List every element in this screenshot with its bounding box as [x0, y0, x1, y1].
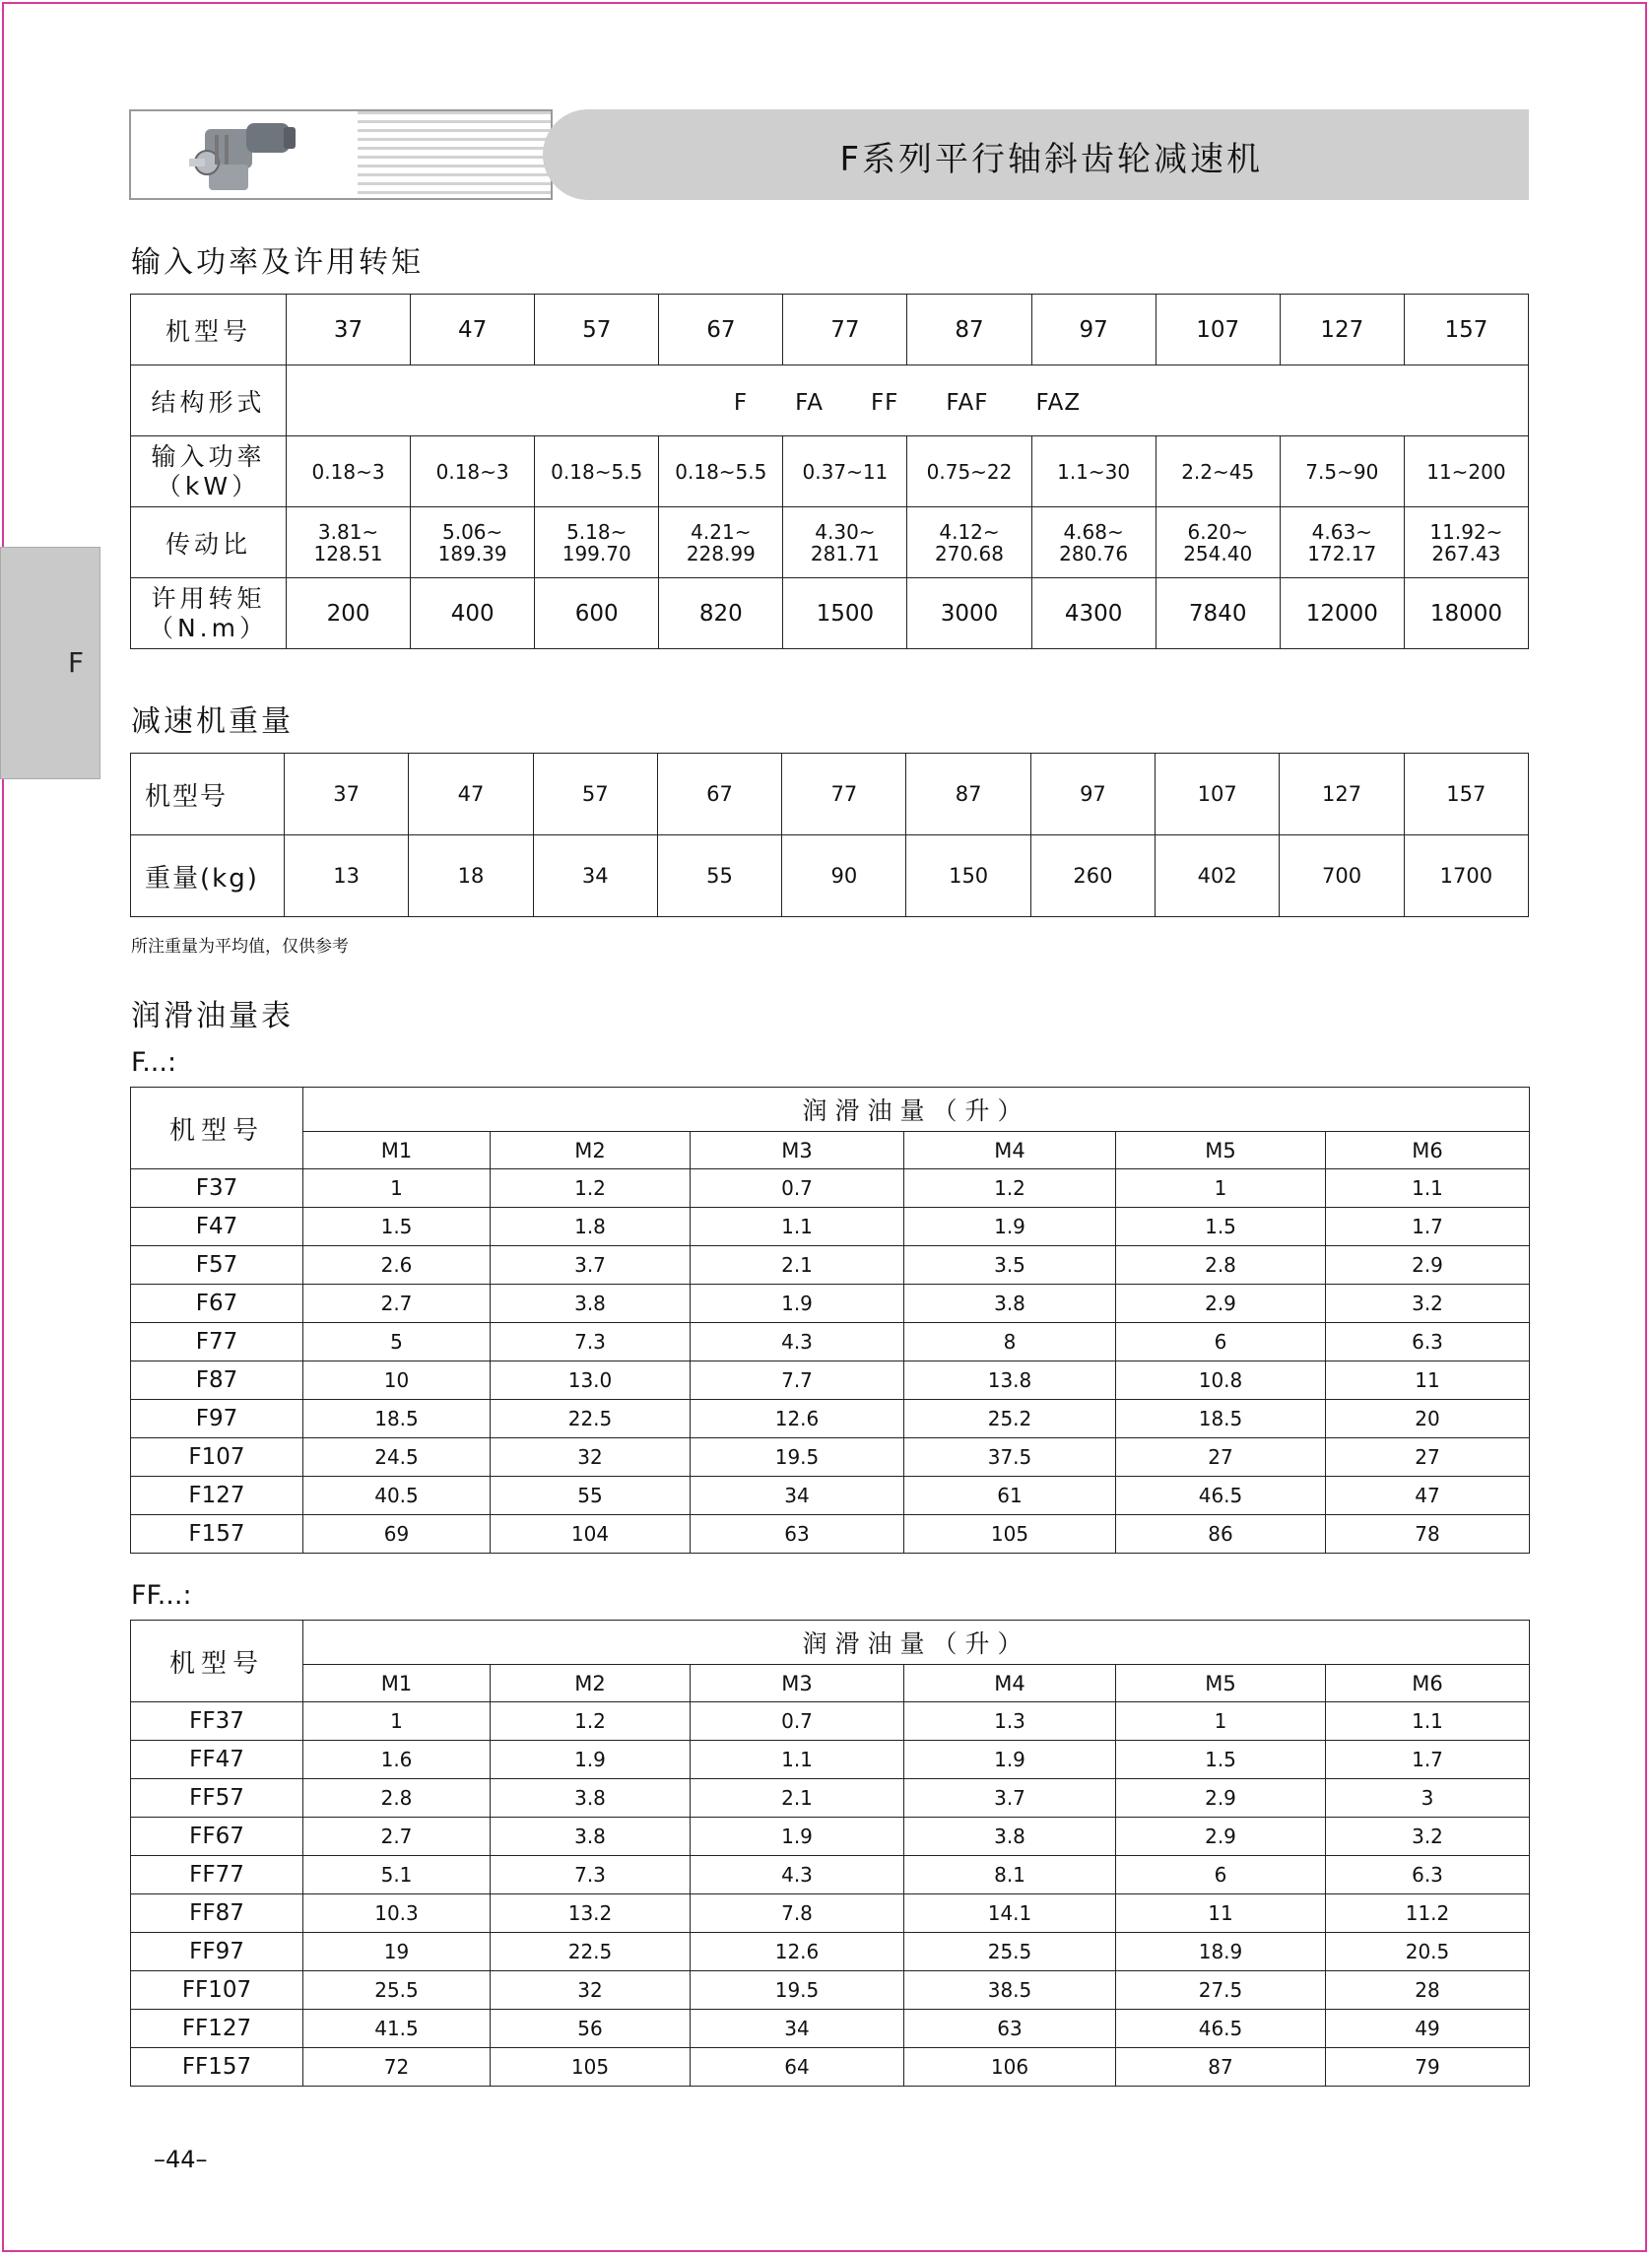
ratio-cell — [1031, 507, 1156, 578]
oil-volume-cell: 12.6 — [691, 1400, 904, 1438]
mounting-position-header: M4 — [904, 1665, 1116, 1702]
oil-volume-cell: 2.9 — [1116, 1779, 1326, 1818]
side-tab — [0, 547, 100, 779]
oil-volume-cell: 11 — [1116, 1894, 1326, 1933]
oil-volume-cell: 6.3 — [1326, 1856, 1530, 1894]
oil-volume-cell: 105 — [491, 2048, 691, 2087]
oil-volume-cell: 1.1 — [1326, 1169, 1530, 1208]
ratio-max: 254.40 — [1183, 541, 1253, 565]
ratio-max: 172.17 — [1307, 541, 1377, 565]
oil-volume-cell: 38.5 — [904, 1971, 1116, 2010]
power-cell: 0.75~22 — [907, 436, 1031, 507]
oil-volume-cell: 2.1 — [691, 1246, 904, 1285]
oil-volume-cell: 1.9 — [904, 1208, 1116, 1246]
model-cell: 157 — [1404, 754, 1528, 835]
oil-volume-cell: 34 — [691, 1477, 904, 1515]
weight-cell: 18 — [409, 835, 533, 917]
table-row — [131, 2010, 1530, 2048]
model-cell: 57 — [535, 295, 659, 365]
model-cell: F47 — [131, 1208, 303, 1246]
ratio-max: 199.70 — [562, 541, 631, 565]
oil-volume-cell: 3 — [1326, 1779, 1530, 1818]
oil-volume-cell: 1.2 — [491, 1702, 691, 1741]
weight-cell: 90 — [782, 835, 906, 917]
table-row — [131, 436, 1529, 507]
oil-volume-cell: 3.2 — [1326, 1285, 1530, 1323]
oil-volume-cell: 40.5 — [303, 1477, 491, 1515]
oil-volume-cell: 22.5 — [491, 1933, 691, 1971]
power-cell: 0.18~3 — [287, 436, 411, 507]
ratio-cell — [659, 507, 783, 578]
row-label-torque-line2: （N.m） — [148, 613, 268, 642]
ratio-max: 228.99 — [686, 541, 756, 565]
table-row — [131, 1477, 1530, 1515]
oil-volume-cell: 1.7 — [1326, 1208, 1530, 1246]
oil-volume-cell: 3.2 — [1326, 1818, 1530, 1856]
oil-volume-cell: 1.5 — [1116, 1208, 1326, 1246]
weight-cell: 1700 — [1404, 835, 1528, 917]
oil-volume-cell: 106 — [904, 2048, 1116, 2087]
model-cell: FF47 — [131, 1741, 303, 1779]
mounting-position-header: M4 — [904, 1132, 1116, 1169]
row-label-torque-line1: 许用转矩 — [151, 583, 266, 613]
power-cell: 0.18~5.5 — [535, 436, 659, 507]
model-cell: 97 — [1030, 754, 1155, 835]
model-cell: 107 — [1156, 295, 1280, 365]
power-cell: 2.2~45 — [1156, 436, 1280, 507]
model-cell: F67 — [131, 1285, 303, 1323]
ratio-min: 5.06~ — [441, 519, 503, 544]
model-cell: 47 — [409, 754, 533, 835]
ratio-cell — [783, 507, 907, 578]
row-label-ratio: 传动比 — [131, 507, 287, 578]
oil-volume-cell: 22.5 — [491, 1400, 691, 1438]
oil-volume-cell: 11.2 — [1326, 1894, 1530, 1933]
oil-volume-cell: 25.5 — [904, 1933, 1116, 1971]
oil-volume-cell: 63 — [691, 1515, 904, 1554]
oil-volume-cell: 13.2 — [491, 1894, 691, 1933]
table-row — [131, 1323, 1530, 1361]
oil-volume-cell: 18.5 — [303, 1400, 491, 1438]
table-row — [131, 835, 1529, 917]
power-cell: 0.18~5.5 — [659, 436, 783, 507]
power-cell: 7.5~90 — [1280, 436, 1404, 507]
oil-volume-cell: 1.6 — [303, 1741, 491, 1779]
oil-volume-cell: 14.1 — [904, 1894, 1116, 1933]
model-cell: FF77 — [131, 1856, 303, 1894]
oil-volume-cell: 1.5 — [303, 1208, 491, 1246]
model-cell: F127 — [131, 1477, 303, 1515]
ratio-max: 267.43 — [1431, 541, 1501, 565]
oil-volume-cell: 11 — [1326, 1361, 1530, 1400]
ratio-cell — [1280, 507, 1404, 578]
table-row — [131, 1856, 1530, 1894]
oil-volume-cell: 18.5 — [1116, 1400, 1326, 1438]
row-label-power — [131, 436, 287, 507]
page-title: F系列平行轴斜齿轮减速机 — [839, 140, 1263, 179]
ratio-min: 4.68~ — [1063, 519, 1124, 544]
power-cell: 0.18~3 — [411, 436, 535, 507]
table-row — [131, 1169, 1530, 1208]
weight-cell: 55 — [657, 835, 781, 917]
ratio-max: 270.68 — [935, 541, 1004, 565]
power-cell: 1.1~30 — [1031, 436, 1156, 507]
oil-volume-cell: 10 — [303, 1361, 491, 1400]
oil-volume-cell: 37.5 — [904, 1438, 1116, 1477]
oil-volume-cell: 27.5 — [1116, 1971, 1326, 2010]
oil-volume-cell: 10.8 — [1116, 1361, 1326, 1400]
oil-volume-cell: 32 — [491, 1971, 691, 2010]
oil-volume-cell: 72 — [303, 2048, 491, 2087]
table-row — [131, 1894, 1530, 1933]
page-number: –44– — [154, 2146, 208, 2173]
side-tab-label: F — [68, 646, 85, 679]
weight-cell: 13 — [285, 835, 409, 917]
torque-cell: 4300 — [1031, 578, 1156, 649]
oil-volume-cell: 13.0 — [491, 1361, 691, 1400]
model-cell: 127 — [1280, 754, 1404, 835]
oil-volume-cell: 8 — [904, 1323, 1116, 1361]
table-row — [131, 365, 1529, 436]
oil-volume-cell: 6 — [1116, 1323, 1326, 1361]
model-cell: FF157 — [131, 2048, 303, 2087]
table-row — [131, 1933, 1530, 1971]
mounting-position-header: M5 — [1116, 1665, 1326, 1702]
torque-cell: 3000 — [907, 578, 1031, 649]
oil-volume-cell: 7.7 — [691, 1361, 904, 1400]
row-label-model: 机型号 — [131, 295, 287, 365]
oil-volume-cell: 6 — [1116, 1856, 1326, 1894]
oil-volume-cell: 20 — [1326, 1400, 1530, 1438]
banner-stripes — [358, 111, 553, 200]
oil-volume-cell: 2.9 — [1116, 1285, 1326, 1323]
ratio-cell — [1404, 507, 1528, 578]
oil-volume-cell: 104 — [491, 1515, 691, 1554]
oil-volume-cell: 55 — [491, 1477, 691, 1515]
header-banner — [129, 109, 1529, 200]
mounting-position-header: M2 — [491, 1665, 691, 1702]
oil-volume-cell: 78 — [1326, 1515, 1530, 1554]
model-cell: 87 — [906, 754, 1030, 835]
model-cell: 157 — [1404, 295, 1528, 365]
oil-volume-cell: 1.9 — [904, 1741, 1116, 1779]
oil-volume-cell: 5 — [303, 1323, 491, 1361]
table-row — [131, 1621, 1530, 1665]
section-title-power-torque: 输入功率及许用转矩 — [131, 245, 424, 280]
oil-volume-cell: 1.9 — [691, 1285, 904, 1323]
oil-volume-cell: 1.7 — [1326, 1741, 1530, 1779]
section-title-weight: 减速机重量 — [131, 704, 294, 739]
model-cell: F77 — [131, 1323, 303, 1361]
oil-volume-cell: 0.7 — [691, 1702, 904, 1741]
model-cell: 77 — [782, 754, 906, 835]
model-cell: 67 — [657, 754, 781, 835]
oil-volume-cell: 4.3 — [691, 1856, 904, 1894]
table-row — [131, 754, 1529, 835]
oil-volume-cell: 46.5 — [1116, 2010, 1326, 2048]
weight-cell: 150 — [906, 835, 1030, 917]
oil-volume-cell: 47 — [1326, 1477, 1530, 1515]
oil-volume-cell: 10.3 — [303, 1894, 491, 1933]
model-cell: F57 — [131, 1246, 303, 1285]
model-cell: FF37 — [131, 1702, 303, 1741]
oil-volume-cell: 3.5 — [904, 1246, 1116, 1285]
oil-volume-cell: 69 — [303, 1515, 491, 1554]
model-cell: 77 — [783, 295, 907, 365]
oil-volume-cell: 1.9 — [691, 1818, 904, 1856]
table-row — [131, 1818, 1530, 1856]
mounting-position-header: M1 — [303, 1665, 491, 1702]
ratio-min: 3.81~ — [317, 519, 379, 544]
oil-volume-cell: 7.3 — [491, 1323, 691, 1361]
model-cell: FF57 — [131, 1779, 303, 1818]
weight-note: 所注重量为平均值，仅供参考 — [131, 937, 349, 957]
table-row — [131, 1208, 1530, 1246]
oil-volume-cell: 3.8 — [904, 1285, 1116, 1323]
model-cell: F157 — [131, 1515, 303, 1554]
oil-volume-cell: 18.9 — [1116, 1933, 1326, 1971]
oil-volume-cell: 61 — [904, 1477, 1116, 1515]
oil-volume-cell: 1.3 — [904, 1702, 1116, 1741]
ratio-cell — [535, 507, 659, 578]
weight-cell: 700 — [1280, 835, 1404, 917]
mounting-position-header: M5 — [1116, 1132, 1326, 1169]
model-header: 机型号 — [131, 1621, 303, 1702]
model-cell: 97 — [1031, 295, 1156, 365]
model-cell: FF127 — [131, 2010, 303, 2048]
oil-volume-cell: 87 — [1116, 2048, 1326, 2087]
power-cell: 11~200 — [1404, 436, 1528, 507]
oil-volume-cell: 1.5 — [1116, 1741, 1326, 1779]
table-row — [131, 1779, 1530, 1818]
ff-series-subtitle: FF...: — [131, 1580, 192, 1611]
power-cell: 0.37~11 — [783, 436, 907, 507]
table-row — [131, 1665, 1530, 1702]
oil-volume-cell: 34 — [691, 2010, 904, 2048]
ratio-min: 4.21~ — [691, 519, 752, 544]
oil-volume-cell: 3.8 — [491, 1285, 691, 1323]
oil-volume-cell: 7.8 — [691, 1894, 904, 1933]
torque-cell: 12000 — [1280, 578, 1404, 649]
oil-volume-cell: 2.8 — [303, 1779, 491, 1818]
model-cell: 127 — [1280, 295, 1404, 365]
ff-oil-table — [130, 1620, 1530, 2087]
oil-volume-cell: 28 — [1326, 1971, 1530, 2010]
mounting-position-header: M6 — [1326, 1665, 1530, 1702]
oil-volume-cell: 1.1 — [691, 1208, 904, 1246]
oil-volume-cell: 2.8 — [1116, 1246, 1326, 1285]
oil-volume-cell: 4.3 — [691, 1323, 904, 1361]
mounting-position-header: M3 — [691, 1132, 904, 1169]
oil-volume-header: 润滑油量（升） — [303, 1621, 1530, 1665]
table-row — [131, 1132, 1530, 1169]
weight-cell: 260 — [1030, 835, 1155, 917]
row-label-power-line1: 输入功率 — [151, 441, 266, 471]
mounting-position-header: M1 — [303, 1132, 491, 1169]
ratio-min: 4.63~ — [1311, 519, 1372, 544]
ratio-min: 4.30~ — [815, 519, 876, 544]
row-label-weight: 重量(kg) — [131, 835, 285, 917]
row-label-torque — [131, 578, 287, 649]
oil-volume-cell: 3.8 — [491, 1779, 691, 1818]
model-cell: FF107 — [131, 1971, 303, 2010]
ratio-cell — [411, 507, 535, 578]
oil-volume-cell: 86 — [1116, 1515, 1326, 1554]
oil-volume-cell: 25.5 — [303, 1971, 491, 2010]
oil-volume-cell: 49 — [1326, 2010, 1530, 2048]
ratio-min: 11.92~ — [1429, 519, 1503, 544]
weight-cell: 34 — [533, 835, 657, 917]
table-row — [131, 1088, 1530, 1132]
oil-volume-cell: 1.9 — [491, 1741, 691, 1779]
oil-volume-cell: 56 — [491, 2010, 691, 2048]
oil-volume-header: 润滑油量（升） — [303, 1088, 1530, 1132]
ratio-min: 6.20~ — [1187, 519, 1248, 544]
model-cell: F87 — [131, 1361, 303, 1400]
gear-reducer-image — [185, 115, 303, 200]
table-row — [131, 1400, 1530, 1438]
torque-cell: 1500 — [783, 578, 907, 649]
ratio-max: 189.39 — [437, 541, 507, 565]
oil-volume-cell: 20.5 — [1326, 1933, 1530, 1971]
f-series-subtitle: F...: — [131, 1047, 177, 1078]
model-cell: 47 — [411, 295, 535, 365]
ratio-max: 280.76 — [1059, 541, 1129, 565]
oil-volume-cell: 2.9 — [1116, 1818, 1326, 1856]
oil-volume-cell: 2.7 — [303, 1285, 491, 1323]
ratio-max: 128.51 — [313, 541, 383, 565]
oil-volume-cell: 5.1 — [303, 1856, 491, 1894]
oil-volume-cell: 2.9 — [1326, 1246, 1530, 1285]
ratio-min: 4.12~ — [939, 519, 1000, 544]
ratio-cell — [1156, 507, 1280, 578]
model-cell: FF87 — [131, 1894, 303, 1933]
oil-volume-cell: 3.8 — [904, 1818, 1116, 1856]
oil-volume-cell: 1.1 — [691, 1741, 904, 1779]
table-row — [131, 1741, 1530, 1779]
section-title-lubrication: 润滑油量表 — [131, 999, 294, 1033]
row-label-power-line2: （kW） — [156, 471, 261, 500]
table-row — [131, 1971, 1530, 2010]
ratio-max: 281.71 — [810, 541, 880, 565]
torque-cell: 7840 — [1156, 578, 1280, 649]
oil-volume-cell: 46.5 — [1116, 1477, 1326, 1515]
torque-cell: 400 — [411, 578, 535, 649]
table-row — [131, 2048, 1530, 2087]
model-cell: FF67 — [131, 1818, 303, 1856]
oil-volume-cell: 1 — [1116, 1169, 1326, 1208]
model-cell: 67 — [659, 295, 783, 365]
oil-volume-cell: 1.1 — [1326, 1702, 1530, 1741]
table-row — [131, 507, 1529, 578]
oil-volume-cell: 2.6 — [303, 1246, 491, 1285]
oil-volume-cell: 8.1 — [904, 1856, 1116, 1894]
oil-volume-cell: 19.5 — [691, 1438, 904, 1477]
model-cell: F107 — [131, 1438, 303, 1477]
model-cell: F97 — [131, 1400, 303, 1438]
model-cell: F37 — [131, 1169, 303, 1208]
mounting-position-header: M2 — [491, 1132, 691, 1169]
f-oil-table — [130, 1087, 1530, 1554]
torque-cell: 600 — [535, 578, 659, 649]
oil-volume-cell: 105 — [904, 1515, 1116, 1554]
table-row — [131, 578, 1529, 649]
table-row — [131, 1515, 1530, 1554]
oil-volume-cell: 19.5 — [691, 1971, 904, 2010]
model-cell: 37 — [287, 295, 411, 365]
model-cell: 57 — [533, 754, 657, 835]
oil-volume-cell: 7.3 — [491, 1856, 691, 1894]
ratio-cell — [907, 507, 1031, 578]
power-torque-table — [130, 294, 1529, 649]
oil-volume-cell: 2.1 — [691, 1779, 904, 1818]
oil-volume-cell: 63 — [904, 2010, 1116, 2048]
ratio-cell — [287, 507, 411, 578]
model-cell: 107 — [1156, 754, 1280, 835]
banner-product-panel — [129, 109, 553, 200]
table-row — [131, 295, 1529, 365]
mounting-position-header: M3 — [691, 1665, 904, 1702]
oil-volume-cell: 27 — [1326, 1438, 1530, 1477]
ratio-min: 5.18~ — [566, 519, 628, 544]
oil-volume-cell: 1 — [303, 1702, 491, 1741]
row-label-structure: 结构形式 — [131, 365, 287, 436]
oil-volume-cell: 12.6 — [691, 1933, 904, 1971]
torque-cell: 18000 — [1404, 578, 1528, 649]
table-row — [131, 1361, 1530, 1400]
banner-title-bar — [543, 109, 1529, 200]
oil-volume-cell: 1.2 — [904, 1169, 1116, 1208]
model-cell: 87 — [907, 295, 1031, 365]
oil-volume-cell: 79 — [1326, 2048, 1530, 2087]
table-row — [131, 1702, 1530, 1741]
oil-volume-cell: 0.7 — [691, 1169, 904, 1208]
weight-table — [130, 753, 1529, 917]
mounting-position-header: M6 — [1326, 1132, 1530, 1169]
oil-volume-cell: 6.3 — [1326, 1323, 1530, 1361]
model-cell: FF97 — [131, 1933, 303, 1971]
oil-volume-cell: 64 — [691, 2048, 904, 2087]
oil-volume-cell: 3.7 — [491, 1246, 691, 1285]
table-row — [131, 1438, 1530, 1477]
oil-volume-cell: 27 — [1116, 1438, 1326, 1477]
structure-types: F FA FF FAF FAZ — [287, 365, 1529, 436]
weight-cell: 402 — [1156, 835, 1280, 917]
oil-volume-cell: 1 — [1116, 1702, 1326, 1741]
row-label-model: 机型号 — [131, 754, 285, 835]
oil-volume-cell: 1 — [303, 1169, 491, 1208]
model-header: 机型号 — [131, 1088, 303, 1169]
oil-volume-cell: 3.7 — [904, 1779, 1116, 1818]
torque-cell: 200 — [287, 578, 411, 649]
oil-volume-cell: 3.8 — [491, 1818, 691, 1856]
torque-cell: 820 — [659, 578, 783, 649]
oil-volume-cell: 1.8 — [491, 1208, 691, 1246]
oil-volume-cell: 2.7 — [303, 1818, 491, 1856]
oil-volume-cell: 25.2 — [904, 1400, 1116, 1438]
oil-volume-cell: 13.8 — [904, 1361, 1116, 1400]
table-row — [131, 1285, 1530, 1323]
oil-volume-cell: 19 — [303, 1933, 491, 1971]
oil-volume-cell: 32 — [491, 1438, 691, 1477]
model-cell: 37 — [285, 754, 409, 835]
oil-volume-cell: 24.5 — [303, 1438, 491, 1477]
oil-volume-cell: 41.5 — [303, 2010, 491, 2048]
oil-volume-cell: 1.2 — [491, 1169, 691, 1208]
table-row — [131, 1246, 1530, 1285]
